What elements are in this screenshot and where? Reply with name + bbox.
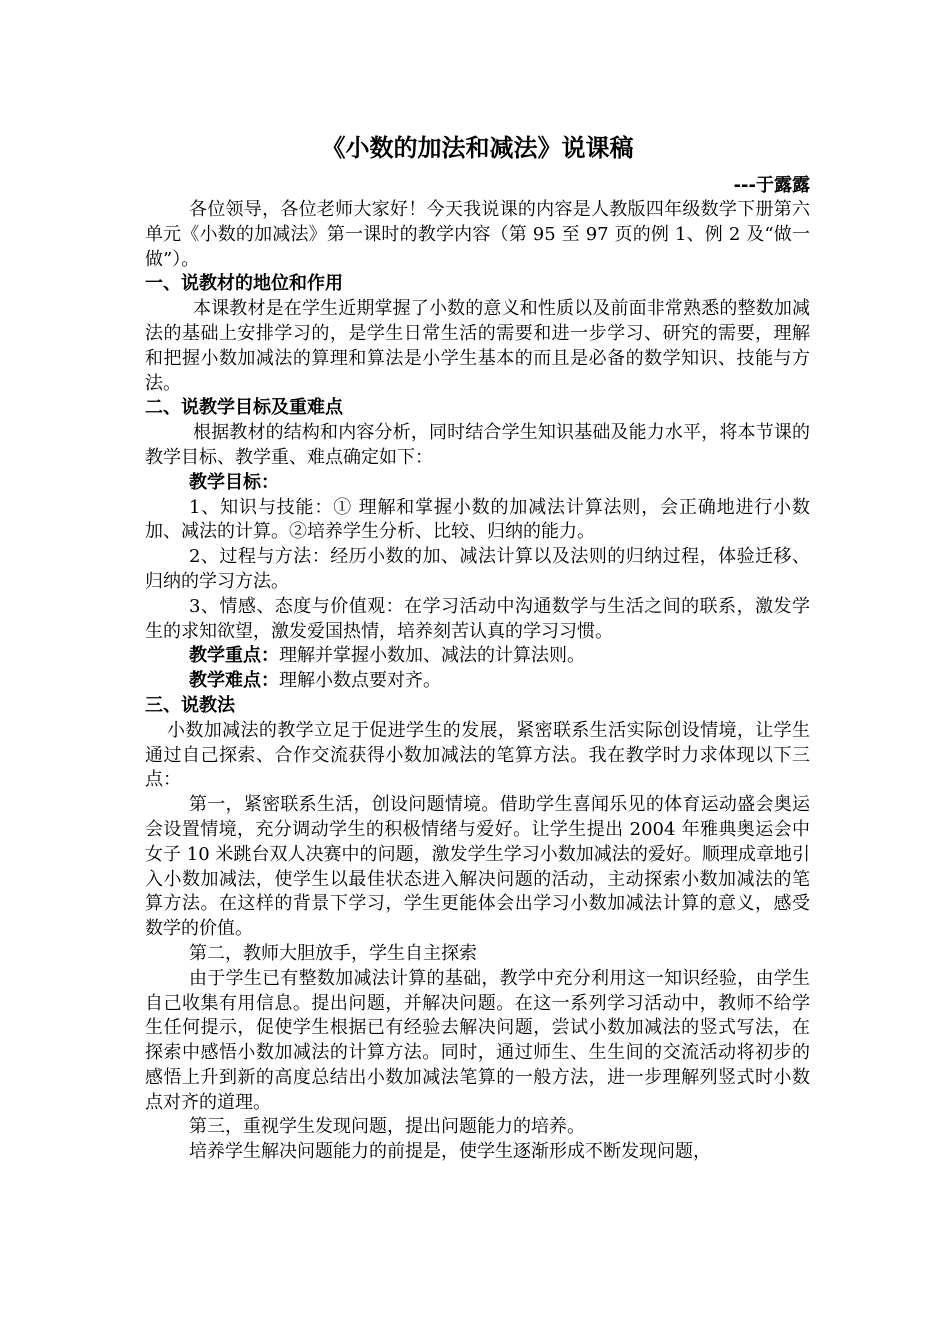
method-point-3-title: 第三，重视学生发现问题，提出问题能力的培养。 — [189, 1116, 585, 1138]
document-page — [145, 128, 810, 1165]
method-point-2-title: 第二，教师大胆放手，学生自主探索 — [189, 942, 477, 964]
difficulty-text: 理解小数点要对齐。 — [279, 670, 441, 692]
goal-2: 2、过程与方法：经历小数的加、减法计算以及法则的归纳过程，体验迁移、归纳的学习方法。 — [145, 546, 810, 592]
method-point-1: 第一，紧密联系生活，创设问题情境。借助学生喜闻乐见的体育运动盛会奥运会设置情境，充分调动学生的积极情绪与爱好。让学生提出 2004 年雅典奥运会中女子 10 米跳台双人决赛中的问题，激发学生学习小数加减法的爱好。顺理成章地引入小数加减法，使学生以最佳状态进入解决问题的活动，主动探索小数加减法的笔算方法。在这样的背景下学习，学生更能体会出学习小数加减法计算的意义，感受数学的价值。 — [145, 794, 810, 940]
intro-paragraph: 各位领导，各位老师大家好！今天我说课的内容是人教版四年级数学下册第六单元《小数的加减法》第一课时的教学内容（第 95 至 97 页的例 1、例 2 及“做一做”）。 — [145, 199, 810, 270]
section2-body: 根据教材的结构和内容分析，同时结合学生知识基础及能力水平，将本节课的教学目标、教学重、难点确定如下： — [145, 422, 810, 468]
key-point-label: 教学重点： — [189, 645, 279, 667]
document-title: 《小数的加法和减法》说课稿 — [321, 134, 634, 162]
section1-body: 本课教材是在学生近期掌握了小数的意义和性质以及前面非常熟悉的整数加减法的基础上安排学习的，是学生日常生活的需要和进一步学习、研究的需要，理解和把握小数加减法的算理和算法是小学生基本的而且是必备的数学知识、技能与方法。 — [145, 298, 810, 394]
goal-1: 1、知识与技能：① 理解和掌握小数的加减法计算法则，会正确地进行小数加、减法的计算。②培养学生分析、比较、归纳的能力。 — [145, 496, 810, 543]
section3-heading: 三、说教法 — [145, 694, 235, 716]
difficulty-label: 教学难点： — [189, 670, 279, 692]
document-author: ---于露露 — [733, 175, 810, 196]
key-point-text: 理解并掌握小数加、减法的计算法则。 — [279, 645, 585, 667]
section3-body: 小数加减法的教学立足于促进学生的发展，紧密联系生活实际创设情境，让学生通过自己探索、合作交流获得小数加减法的笔算方法。我在教学时力求体现以下三点： — [145, 719, 810, 791]
section2-heading: 二、说教学目标及重难点 — [145, 397, 343, 419]
goals-label: 教学目标： — [189, 471, 279, 493]
section1-heading: 一、说教材的地位和作用 — [145, 273, 343, 295]
difficulty-point — [145, 669, 810, 694]
method-point-3: 培养学生解决问题能力的前提是，使学生逐渐形成不断发现问题， — [189, 1141, 711, 1163]
goal-3: 3、情感、态度与价值观：在学习活动中沟通数学与生活之间的联系，激发学生的求知欲望，激发爱国热情，培养刻苦认真的学习习惯。 — [145, 595, 810, 642]
method-point-2: 由于学生已有整数加减法计算的基础，教学中充分利用这一知识经验，由学生自己收集有用信息。提出问题，并解决问题。在这一系列学习活动中，教师不给学生任何提示，促使学生根据已有经验去解决问题，尝试小数加减法的竖式写法，在探索中感悟小数加减法的计算方法。同时，通过师生、生生间的交流活动将初步的感悟上升到新的高度总结出小数加减法笔算的一般方法，进一步理解列竖式时小数点对齐的道理。 — [145, 967, 810, 1113]
key-point — [145, 644, 810, 669]
